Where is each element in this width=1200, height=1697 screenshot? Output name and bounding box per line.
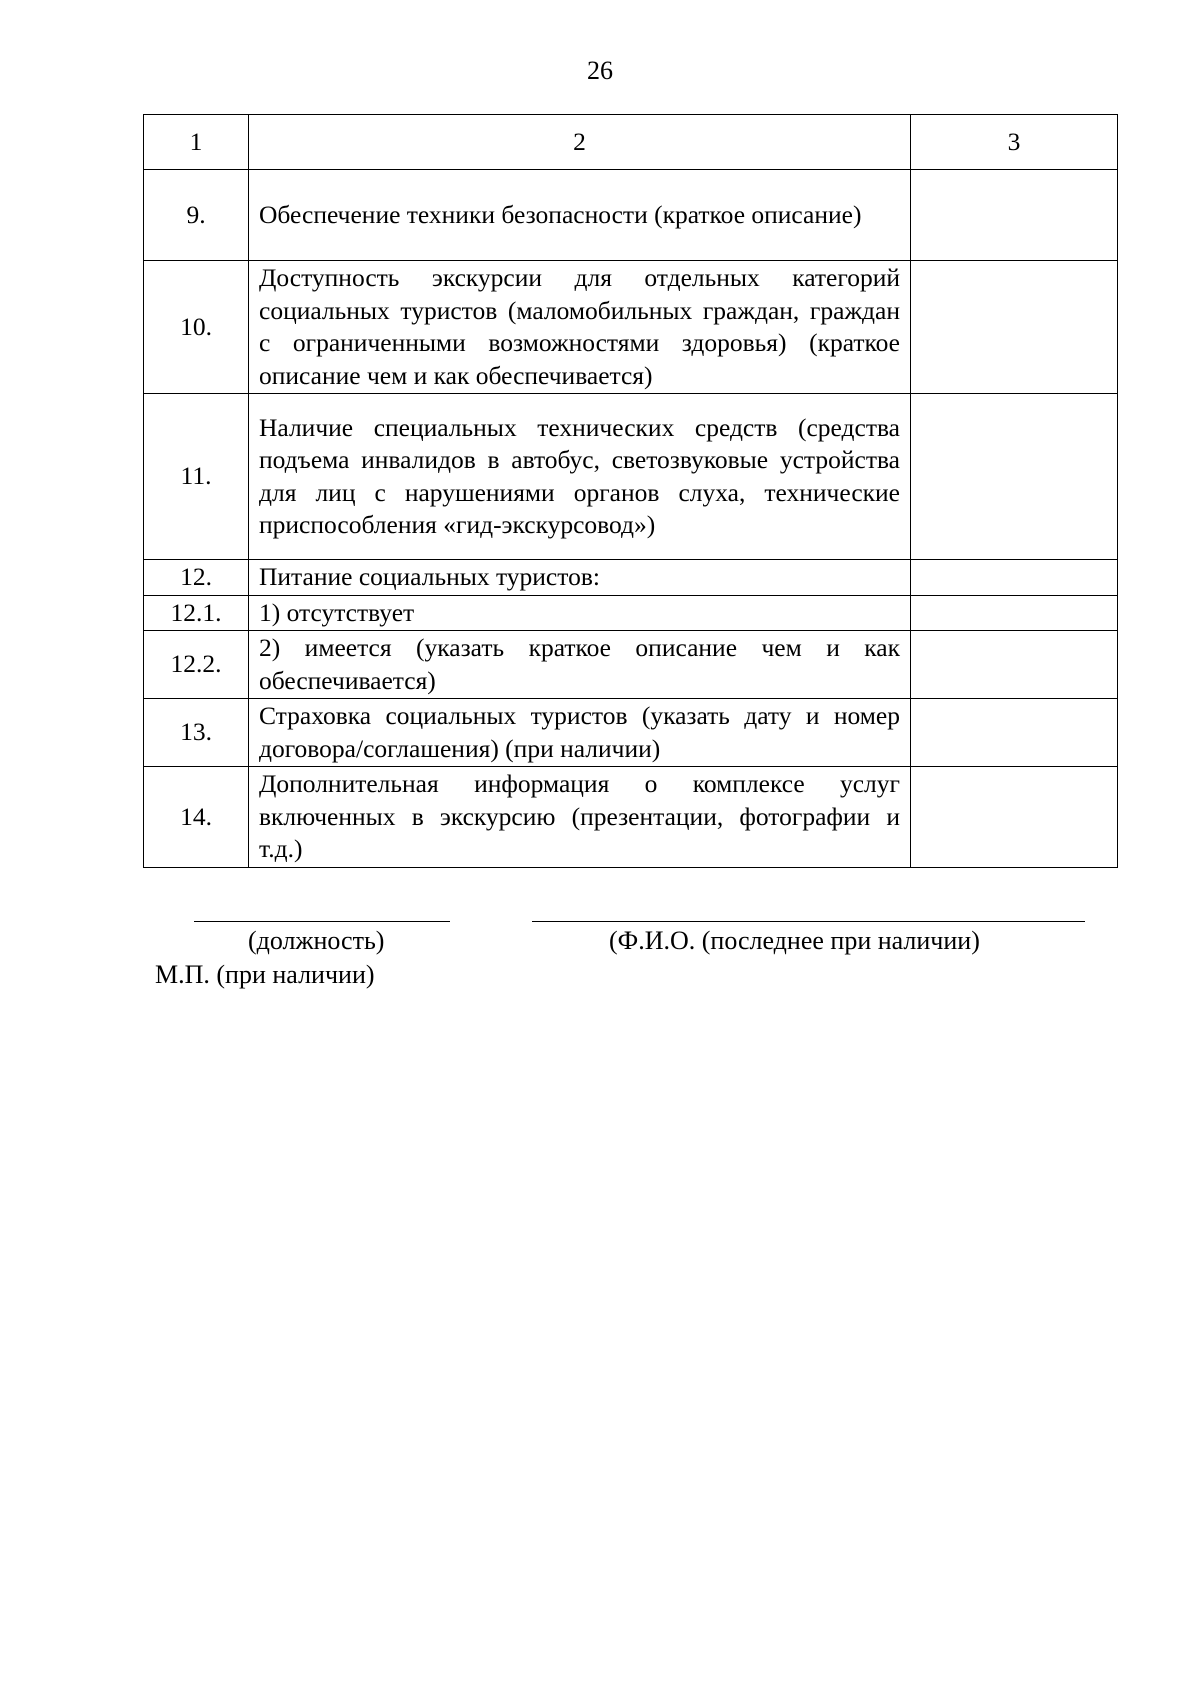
- table-row: [144, 261, 1118, 394]
- row-description: Дополнительная информация о комплексе услуг включенных в экскурсию (презентации, фотографии и т.д.): [249, 767, 911, 868]
- row-value-cell: [911, 394, 1118, 560]
- row-number: 12.1.: [144, 595, 249, 631]
- row-value-cell: [911, 595, 1118, 631]
- page-number: 26: [587, 56, 613, 85]
- row-value-cell: [911, 631, 1118, 699]
- row-description: Доступность экскурсии для отдельных категорий социальных туристов (маломобильных граждан, граждан с ограниченными возможностями здоровья) (краткое описание чем и как обеспечивается): [249, 261, 911, 394]
- row-number: 9.: [144, 170, 249, 261]
- column-header: 1: [144, 115, 249, 170]
- table-row: [144, 560, 1118, 596]
- row-value-cell: [911, 261, 1118, 394]
- row-description: Обеспечение техники безопасности (краткое описание): [249, 170, 911, 261]
- position-signature-line: [194, 921, 450, 922]
- form-table: [143, 114, 1118, 868]
- full-name-label: (Ф.И.О. (последнее при наличии): [609, 926, 980, 955]
- row-value-cell: [911, 767, 1118, 868]
- row-number: 12.2.: [144, 631, 249, 699]
- name-signature-line: [532, 921, 1085, 922]
- row-description: 2) имеется (указать краткое описание чем и как обеспечивается): [249, 631, 911, 699]
- row-description: Питание социальных туристов:: [249, 560, 911, 596]
- row-description: Наличие специальных технических средств (средства подъема инвалидов в автобус, светозвуковые устройства для лиц с нарушениями органов слуха, технические приспособления «гид-экскурсовод»): [249, 394, 911, 560]
- stamp-label: М.П. (при наличии): [155, 960, 375, 989]
- column-header: 2: [249, 115, 911, 170]
- row-value-cell: [911, 560, 1118, 596]
- table-header-row: [144, 115, 1118, 170]
- row-number: 13.: [144, 699, 249, 767]
- position-label: (должность): [248, 926, 385, 955]
- row-value-cell: [911, 699, 1118, 767]
- row-description: 1) отсутствует: [249, 595, 911, 631]
- table-row: [144, 767, 1118, 868]
- table-row: [144, 595, 1118, 631]
- column-header: 3: [911, 115, 1118, 170]
- row-number: 10.: [144, 261, 249, 394]
- table-row: [144, 631, 1118, 699]
- table-row: [144, 699, 1118, 767]
- row-description: Страховка социальных туристов (указать дату и номер договора/соглашения) (при наличии): [249, 699, 911, 767]
- table-row: [144, 170, 1118, 261]
- row-number: 11.: [144, 394, 249, 560]
- row-number: 12.: [144, 560, 249, 596]
- row-number: 14.: [144, 767, 249, 868]
- table-row: [144, 394, 1118, 560]
- row-value-cell: [911, 170, 1118, 261]
